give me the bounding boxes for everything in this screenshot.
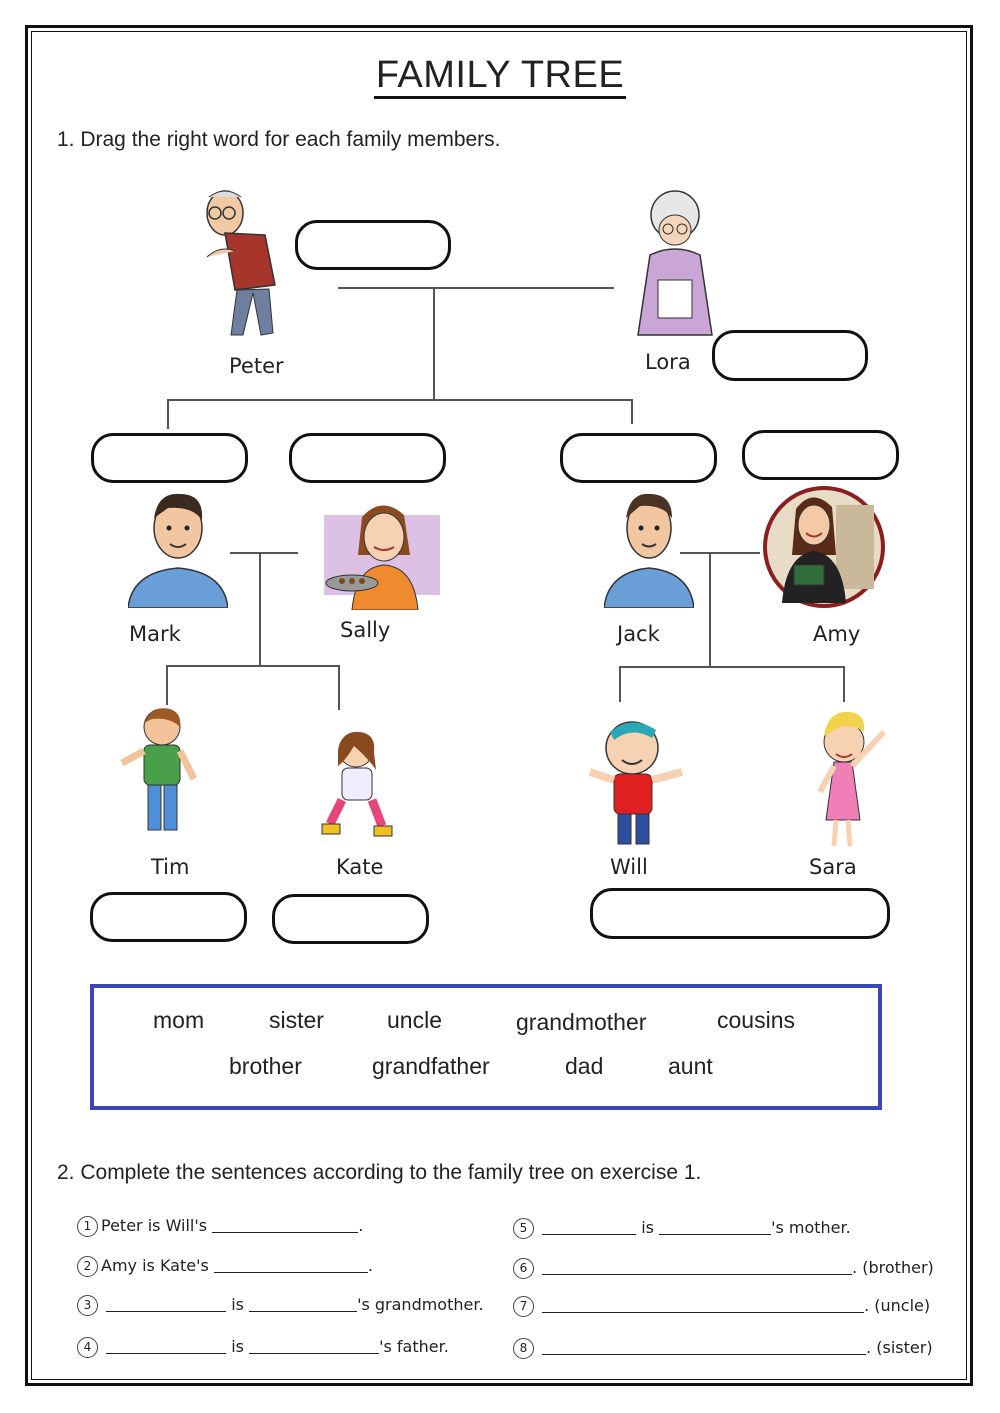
word-grandfather[interactable]: grandfather — [372, 1053, 490, 1079]
sentence-3: 3 is 's grandmother. — [77, 1295, 484, 1316]
sentence-8-blank[interactable] — [542, 1340, 866, 1355]
sentence-6: 6 . (brother) — [513, 1258, 934, 1279]
boy-waving-figure-icon — [582, 718, 692, 850]
word-uncle[interactable]: uncle — [387, 1007, 442, 1033]
sentence-4-blank-a[interactable] — [106, 1339, 226, 1354]
tree-line — [619, 666, 845, 668]
girl-waving-figure-icon — [806, 702, 901, 850]
sentence-4-blank-b[interactable] — [249, 1339, 379, 1354]
word-sister[interactable]: sister — [269, 1007, 324, 1033]
tree-line — [167, 399, 169, 429]
sentence-number: 1 — [77, 1216, 98, 1237]
member-name-amy: Amy — [813, 622, 861, 646]
sentence-number: 5 — [513, 1218, 534, 1239]
member-name-lora: Lora — [645, 350, 691, 374]
answer-box-lora[interactable] — [712, 330, 868, 381]
sentence-8: 8 . (sister) — [513, 1338, 933, 1359]
page-title: FAMILY TREE — [0, 54, 1000, 97]
sentence-3-blank-b[interactable] — [249, 1297, 357, 1312]
answer-box-tim[interactable] — [90, 892, 247, 942]
tree-line — [230, 552, 298, 554]
sentence-number: 8 — [513, 1338, 534, 1359]
member-name-tim: Tim — [151, 855, 190, 879]
sentence-number: 3 — [77, 1295, 98, 1316]
word-aunt[interactable]: aunt — [668, 1053, 713, 1079]
word-mom[interactable]: mom — [153, 1007, 205, 1033]
woman-baking-figure-icon — [322, 495, 442, 610]
tree-line — [619, 666, 621, 702]
sentence-3-blank-a[interactable] — [106, 1297, 226, 1312]
sentence-5-blank-b[interactable] — [659, 1220, 771, 1235]
sentence-5: 5 is 's mother. — [513, 1218, 851, 1239]
tree-line — [167, 399, 633, 401]
sentence-4: 4 is 's father. — [77, 1337, 449, 1358]
member-name-mark: Mark — [129, 622, 181, 646]
sentence-6-blank[interactable] — [542, 1260, 852, 1275]
grandfather-figure-icon — [195, 185, 295, 345]
girl-skating-figure-icon — [318, 730, 398, 842]
sentence-number: 4 — [77, 1337, 98, 1358]
sentence-2-blank[interactable] — [214, 1258, 368, 1273]
sentence-7-blank[interactable] — [542, 1298, 864, 1313]
boy-figure-icon — [118, 705, 203, 840]
instruction-1: 1. Drag the right word for each family members. — [57, 128, 501, 151]
word-dad[interactable]: dad — [565, 1053, 604, 1079]
member-name-jack: Jack — [617, 622, 660, 646]
sentence-number: 6 — [513, 1258, 534, 1279]
answer-box-peter[interactable] — [295, 220, 451, 270]
tree-line — [433, 288, 435, 400]
sentence-2: 2 Amy is Kate's . — [77, 1256, 373, 1277]
answer-box-amy[interactable] — [742, 430, 899, 480]
sentence-1: 1 Peter is Will's . — [77, 1216, 363, 1237]
word-grandmother[interactable]: grandmother — [516, 1009, 647, 1035]
answer-box-jack[interactable] — [560, 433, 717, 483]
member-name-sara: Sara — [809, 855, 857, 879]
answer-box-kate[interactable] — [272, 894, 429, 944]
tree-line — [259, 553, 261, 666]
answer-box-will-sara[interactable] — [590, 888, 890, 939]
member-name-peter: Peter — [229, 354, 284, 378]
sentence-7: 7 . (uncle) — [513, 1296, 930, 1317]
member-name-kate: Kate — [336, 855, 384, 879]
woman-books-figure-icon — [762, 485, 886, 609]
sentence-5-blank-a[interactable] — [542, 1220, 636, 1235]
word-bank — [90, 984, 882, 1110]
tree-line — [631, 399, 633, 424]
tree-line — [338, 287, 614, 289]
sentence-number: 2 — [77, 1256, 98, 1277]
member-name-will: Will — [610, 855, 648, 879]
answer-box-mark[interactable] — [91, 433, 248, 483]
tree-line — [338, 665, 340, 710]
man-figure-icon — [128, 488, 228, 608]
instruction-2: 2. Complete the sentences according to the family tree on exercise 1. — [57, 1161, 702, 1184]
tree-line — [709, 553, 711, 667]
answer-box-sally[interactable] — [289, 433, 446, 483]
word-brother[interactable]: brother — [229, 1053, 302, 1079]
tree-line — [843, 666, 845, 702]
member-name-sally: Sally — [340, 618, 391, 642]
tree-line — [166, 665, 340, 667]
sentence-number: 7 — [513, 1296, 534, 1317]
man-figure-icon — [604, 488, 694, 608]
tree-line — [166, 665, 168, 705]
word-cousins[interactable]: cousins — [717, 1007, 795, 1033]
grandmother-figure-icon — [630, 185, 725, 345]
sentence-1-blank[interactable] — [212, 1218, 358, 1233]
